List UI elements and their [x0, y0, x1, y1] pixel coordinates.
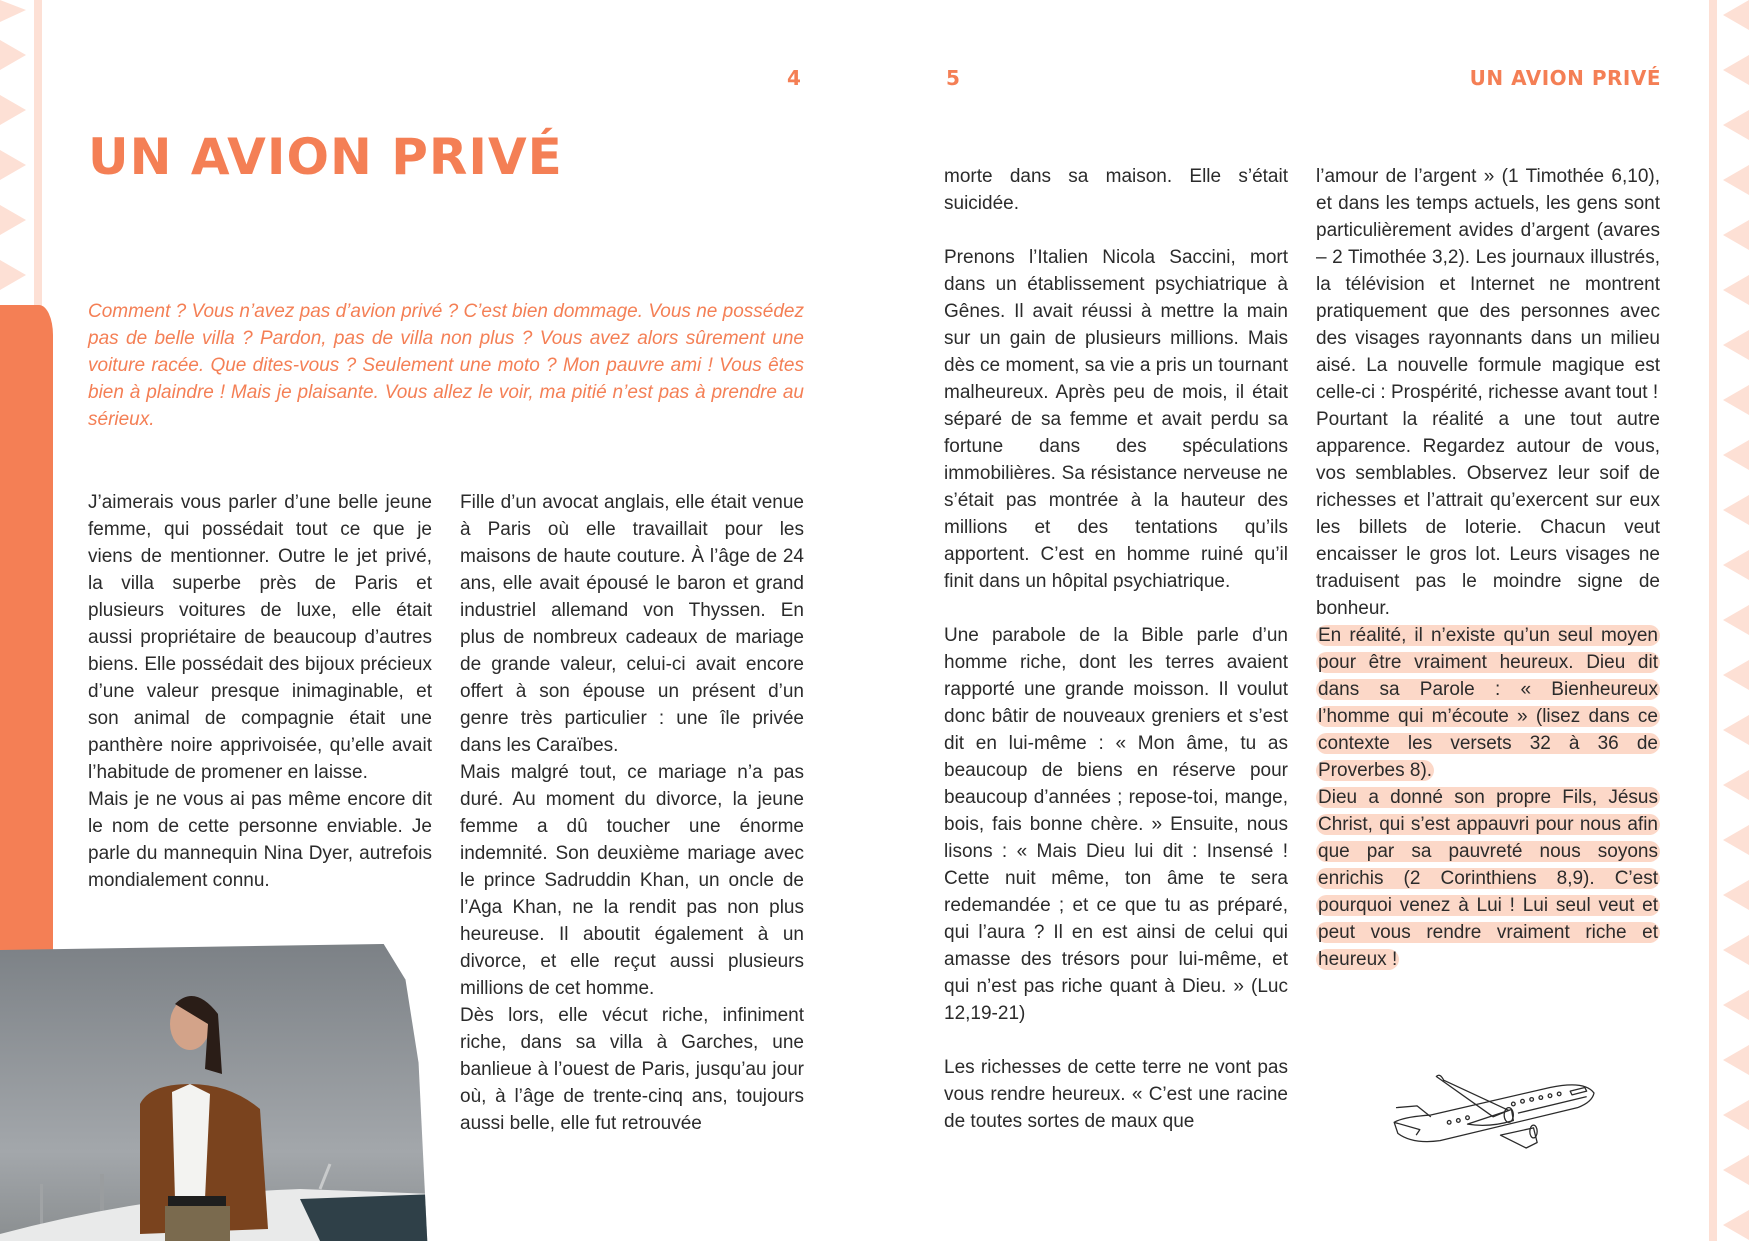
border-triangle [1723, 935, 1749, 965]
border-triangle [1723, 1155, 1749, 1185]
border-triangle [1723, 110, 1749, 140]
border-triangle [1723, 825, 1749, 855]
airplane-icon [1375, 1060, 1615, 1170]
intro-paragraph: Comment ? Vous n’avez pas d’avion privé ? C’est bien dommage. Vous ne possédez pas de belle villa ? Pardon, pas de villa non plus ? Vous avez alors sûrement une voiture racée. Que dites-vous ? Seulement une moto ? Mon pauvre ami ! Vous êtes bien à plaindre ! Mais je plaisante. Vous allez le voir, ma pitié n’est pas à prendre au sérieux. [88, 301, 804, 430]
article-title: UN AVION PRIVÉ [88, 128, 563, 186]
border-triangle [1723, 330, 1749, 360]
border-triangle [1723, 715, 1749, 745]
paragraph: Pourtant la réalité a une tout autre apparence. Regardez autour de vous, vos semblables. Observez leur soif de richesses et l’attrait qu’exercent sur eux les billets de loterie. Chacun veut encaisser le gros lot. Leurs visages ne traduisent pas le moindre signe de bonheur. [1316, 409, 1660, 619]
border-triangle [1723, 660, 1749, 690]
border-triangle [1723, 1100, 1749, 1130]
border-triangle [1723, 550, 1749, 580]
paragraph: Fille d’un avocat anglais, elle était venue à Paris où elle travaillait pour les maisons de haute couture. À l’âge de 24 ans, elle avait épousé le baron et grand industriel allemand von Thyssen. En plus de nombreux cadeaux de mariage de grande valeur, celui-ci avait encore offert à son épouse un présent d’un genre très particulier : une île privée dans les Caraïbes. [460, 492, 804, 756]
tribal-border-right [1705, 0, 1749, 1241]
photo-illustration [0, 944, 436, 1241]
paragraph: Les richesses de cette terre ne vont pas vous rendre heureux. « C’est une racine de toutes sortes de maux que [944, 1057, 1288, 1132]
page-number-left: 4 [787, 66, 801, 90]
column-4 [1316, 163, 1660, 973]
border-triangle [1723, 880, 1749, 910]
border-triangle [1723, 165, 1749, 195]
accent-band [0, 305, 53, 955]
border-triangle [1723, 440, 1749, 470]
border-triangle [1723, 385, 1749, 415]
column-2 [460, 489, 804, 1137]
border-triangle [1723, 770, 1749, 800]
border-triangle [1723, 0, 1749, 30]
border-triangle [1723, 495, 1749, 525]
page-number-right: 5 [946, 66, 960, 90]
paragraph: morte dans sa maison. Elle s’était suicidée. [944, 166, 1288, 214]
paragraph: l’amour de l’argent » (1 Timothée 6,10), et dans les temps actuels, les gens sont particulièrement avides d’argent (avares – 2 Timothée 3,2). Les journaux illustrés, la télévision et Internet ne montrent pratiquement que des personnes avec des visages rayonnants dans un milieu aisé. La nouvelle formule magique est celle-ci : Prospérité, richesse avant tout ! [1316, 166, 1660, 403]
column-3 [944, 163, 1288, 1135]
paragraph: Prenons l’Italien Nicola Saccini, mort dans un établissement psychiatrique à Gênes. Il avait réussi à mettre la main sur un gain de plusieurs millions. Mais dès ce moment, sa vie a pris un tournant malheureux. Après peu de mois, il était séparé de sa femme et avait perdu sa fortune dans des spéculations immobilières. Sa résistance nerveuse ne s’était pas montrée à la hauteur des millions et des tentations qu’ils apportent. C’est en homme ruiné qu’il finit dans un hôpital psychiatrique. [944, 247, 1288, 592]
highlighted-paragraph: Dieu a donné son propre Fils, Jésus Christ, qui s’est appauvri pour nous afin que par sa pauvreté nous soyons enrichis (2 Corinthiens 8,9). C’est pourquoi venez à Lui ! Lui seul veut et peut vous rendre vraiment riche et heureux ! [1318, 787, 1658, 970]
border-triangle [1723, 990, 1749, 1020]
paragraph: Dès lors, elle vécut riche, infiniment riche, dans sa villa à Garches, une banlieue à l’ouest de Paris, jusqu’au jour où, à l’âge de trente-cinq ans, toujours aussi belle, elle fut retrouvée [460, 1005, 804, 1134]
border-triangle [1723, 275, 1749, 305]
border-triangle [1723, 220, 1749, 250]
paragraph: J’aimerais vous parler d’une belle jeune femme, qui possédait tout ce que je viens de mentionner. Outre le jet privé, la villa superbe près de Paris et plusieurs voitures de luxe, elle était aussi propriétaire de beaucoup d’autres biens. Elle possédait des bijoux précieux d’une valeur presque inimaginable, et son animal de compagnie était une panthère noire apprivoisée, qu’elle avait l’habitude de promener en laisse. [88, 492, 432, 783]
highlighted-paragraph: En réalité, il n’existe qu’un seul moyen pour être vraiment heureux. Dieu dit dans sa Parole : « Bienheureux l’homme qui m’écoute » (lisez dans ce contexte les versets 32 à 36 de Proverbes 8). [1318, 625, 1658, 781]
paragraph: Mais je ne vous ai pas même encore dit le nom de cette personne enviable. Je parle du mannequin Nina Dyer, autrefois mondialement connu. [88, 789, 432, 891]
border-triangle [1723, 605, 1749, 635]
paragraph: Une parabole de la Bible parle d’un homme riche, dont les terres avaient rapporté une grande moisson. Il voulut donc bâtir de nouveaux greniers et s’est dit en lui-même : « Mon âme, tu as beaucoup de biens en réserve pour beaucoup d’années ; repose-toi, mange, bois, fais bonne chère. » Ensuite, nous lisons : « Mais Dieu lui dit : Insensé ! Cette nuit même, ton âme te sera redemandée ; et ce que tu as préparé, qui l’aura ? Il en est ainsi de celui qui amasse des trésors pour lui-même, et qui n’est pas riche quant à Dieu. » (Luc 12,19-21) [944, 625, 1288, 1024]
border-triangle [1723, 1210, 1749, 1240]
paragraph: Mais malgré tout, ce mariage n’a pas duré. Au moment du divorce, la jeune femme a dû toucher une énorme indemnité. Son deuxième mariage avec le prince Sadruddin Khan, un oncle de l’Aga Khan, ne la rendit pas non plus heureuse. Il aboutit également à un divorce, et elle reçut aussi plusieurs millions de cet homme. [460, 762, 804, 999]
border-triangle [1723, 55, 1749, 85]
border-triangle [1723, 1045, 1749, 1075]
column-1 [88, 489, 432, 894]
woman-airplane-photo [0, 944, 436, 1241]
running-header: UN AVION PRIVÉ [1469, 66, 1661, 90]
